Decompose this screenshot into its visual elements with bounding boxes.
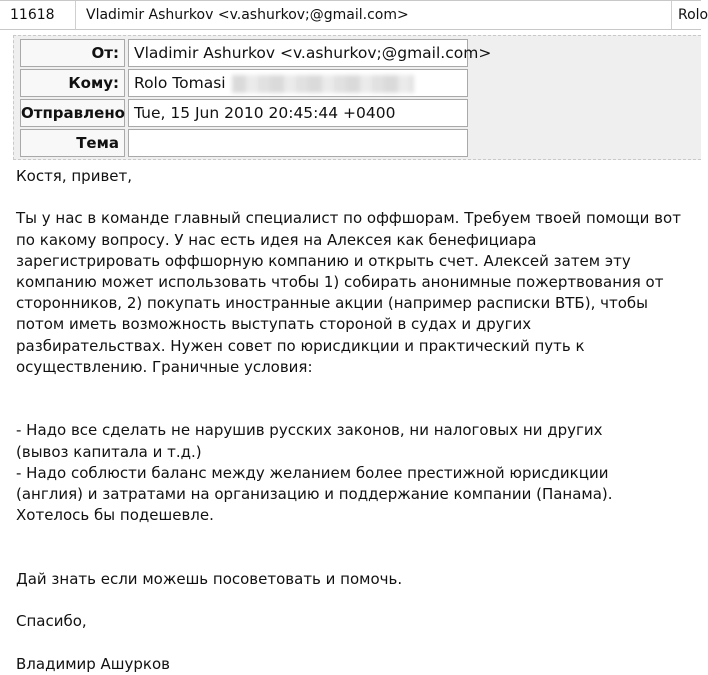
header-label-subject: Тема — [20, 129, 125, 157]
header-value-to — [128, 69, 468, 97]
body-line: компанию может использовать чтобы 1) собирать анонимные пожертвования от — [16, 273, 664, 291]
body-line — [16, 378, 646, 399]
header-label-sent: Отправлено — [20, 99, 125, 127]
body-line: Спасибо, — [16, 612, 87, 631]
body-line: зарегистрировать оффшорную компанию и открыть счет. Алексей затем эту — [16, 251, 631, 270]
body-line: Дай знать если можешь посоветовать и помочь. — [16, 569, 403, 588]
message-from-cell: Vladimir Ashurkov <v.ashurkov;@gmail.com> — [76, 1, 672, 29]
body-line — [16, 590, 646, 611]
body-line: Костя, привет, — [16, 167, 133, 185]
message-to-cell-clipped: Rolo — [678, 7, 708, 23]
body-line: разбирательствах. Нужен совет по юрисдикции и практический путь к — [16, 336, 585, 355]
message-header-box — [13, 35, 701, 160]
body-line — [16, 187, 646, 208]
header-value-subject — [128, 129, 468, 157]
message-list-row[interactable] — [0, 0, 708, 30]
header-value-sent: Tue, 15 Jun 2010 20:45:44 +0400 — [128, 99, 468, 127]
body-line — [16, 632, 646, 653]
body-line: - Надо соблюсти баланс между желанием более престижной юрисдикции — [16, 463, 609, 482]
body-line: осуществлению. Граничные условия: — [16, 357, 313, 376]
body-line — [16, 399, 646, 420]
body-line: потом иметь возможность выступать стороной в судах и других — [16, 315, 532, 334]
body-line: Хотелось бы подешевле. — [16, 506, 214, 525]
header-value-to-name: Rolo Tomasi — [134, 74, 226, 92]
message-id-cell: 11618 — [0, 1, 76, 29]
body-line: (вывоз капитала и т.д.) — [16, 442, 202, 461]
redacted-email-blur — [232, 75, 414, 93]
header-label-from: От: — [20, 39, 125, 67]
body-line — [16, 548, 646, 569]
message-body — [16, 166, 681, 675]
body-line: (англия) и затратами на организацию и поддержание компании (Панама). — [16, 485, 613, 503]
body-line: Ты у нас в команде главный специалист по оффшорам. Требуем твоей помощи вот — [16, 209, 681, 228]
body-line: - Надо все сделать не нарушив русских законов, ни налоговых ни других — [16, 421, 603, 440]
header-label-to: Кому: — [20, 69, 125, 97]
body-line: Владимир Ашурков — [16, 654, 171, 673]
header-value-from: Vladimir Ashurkov <v.ashurkov;@gmail.com> — [128, 39, 468, 67]
body-line: по какому вопросу. У нас есть идея на Алексея как бенефициара — [16, 230, 537, 249]
body-line: сторонников, 2) покупать иностранные акции (например расписки ВТБ), чтобы — [16, 294, 648, 313]
body-line — [16, 526, 646, 547]
